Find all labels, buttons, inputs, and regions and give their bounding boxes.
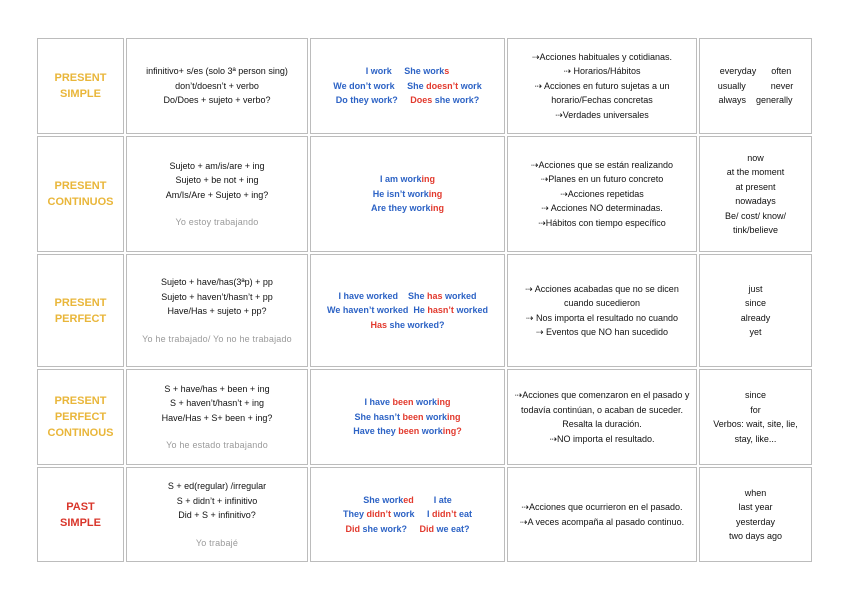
usage-line: ⇢ Acciones en futuro sujetas a un horario/Fechas concretas: [534, 80, 670, 106]
marker-line: yet: [749, 327, 762, 337]
example-line: [327, 303, 488, 318]
example-segment: [398, 95, 411, 105]
example-line: [354, 410, 460, 425]
example-segment: I work: [365, 66, 392, 77]
tense-cell: [37, 136, 124, 252]
tense-name-line: PRESENT: [54, 180, 107, 192]
tense-name-line: CONTINUOS: [47, 196, 114, 208]
example-line: [371, 201, 444, 216]
example-line: [364, 395, 450, 410]
marker-line: now: [747, 152, 764, 163]
example-segment: [407, 524, 420, 534]
tense-name-line: PERFECT: [54, 411, 107, 423]
example-segment: ing?: [442, 426, 462, 437]
example-segment: [414, 509, 427, 519]
formula-line: Have/Has + S+ been + ing?: [161, 412, 273, 423]
example-cell: [310, 467, 505, 562]
usage-cell: [507, 369, 697, 465]
example-segment: [392, 66, 405, 76]
tense-cell: [37, 467, 124, 562]
usage-line: ⇢ Horarios/Hábitos: [563, 66, 641, 77]
marker-line: just: [748, 283, 763, 294]
example-line: [373, 187, 443, 202]
markers-cell: [699, 254, 812, 367]
example-segment: she work?: [432, 95, 480, 106]
example-segment: I have: [364, 397, 393, 408]
formula-cell: [126, 136, 308, 252]
example-segment: work: [458, 80, 482, 91]
formula-line: Sujeto + haven’t/hasn’t + pp: [161, 291, 273, 302]
tense-cell: [37, 369, 124, 465]
tense-name-line: PRESENT: [54, 72, 107, 84]
usage-line: ⇢Acciones habituales y cotidianas.: [531, 51, 673, 62]
example-segment: He isn’t work: [372, 188, 429, 199]
example-segment: I ate: [433, 494, 452, 505]
usage-cell: [507, 254, 697, 367]
example-segment: Did: [419, 523, 434, 534]
formula-line: S + didn’t + infinitivo: [176, 495, 258, 506]
example-segment: They: [342, 509, 367, 520]
tense-cell: [37, 38, 124, 134]
example-segment: I am work: [379, 174, 422, 185]
marker-line: yesterday: [735, 516, 776, 527]
formula-line: infinitivo+ s/es (solo 3ª person sing): [146, 66, 288, 77]
example-segment: We don’t work: [333, 80, 395, 91]
translation-text: Yo he trabajado/ Yo no he trabajado: [142, 333, 292, 344]
marker-line: always generally: [718, 95, 793, 106]
marker-line: two days ago: [728, 531, 783, 541]
tense-name-line: PRESENT: [54, 296, 107, 309]
tense-name-line: CONTINOUS: [47, 427, 114, 439]
example-segment: Have they: [353, 426, 399, 437]
marker-line: since: [744, 390, 766, 400]
marker-line: Be/ cost/ know/: [724, 210, 787, 221]
usage-line: ⇢ Nos importa el resultado no cuando: [525, 312, 679, 323]
formula-line: Did + S + infinitivo?: [178, 510, 256, 520]
example-segment: Does: [410, 95, 433, 106]
usage-cell: [507, 467, 697, 562]
example-segment: Did: [345, 523, 360, 534]
usage-line: ⇢Acciones repetidas: [560, 188, 644, 199]
formula-cell: [126, 467, 308, 562]
formula-line: Sujeto + be not + ing: [175, 175, 259, 185]
usage-line: ⇢Verdades universales: [555, 109, 649, 120]
example-segment: I have worked: [338, 290, 398, 301]
formula-line: Have/Has + sujeto + pp?: [167, 306, 267, 316]
marker-line: everyday often: [719, 66, 792, 77]
example-segment: been: [398, 426, 420, 437]
example-segment: She: [408, 290, 428, 301]
example-line: [343, 507, 472, 522]
tense-name-line: PRESENT: [54, 395, 107, 407]
usage-line: ⇢Hábitos con tiempo específico: [538, 217, 666, 228]
usage-line: ⇢ Eventos que NO han sucedido: [535, 327, 669, 337]
example-segment: s: [444, 66, 450, 77]
formula-cell: [126, 254, 308, 367]
example-segment: [414, 495, 434, 505]
example-segment: We haven’t worked: [327, 305, 409, 316]
example-segment: work: [390, 509, 415, 520]
example-segment: ing: [421, 174, 435, 185]
example-cell: [310, 136, 505, 252]
translation-text: Yo trabajé: [195, 537, 239, 548]
example-line: [345, 522, 469, 537]
example-cell: [310, 254, 505, 367]
marker-line: when: [744, 487, 767, 498]
example-segment: Are they work: [370, 203, 431, 214]
usage-cell: [507, 38, 697, 134]
example-segment: I: [427, 509, 433, 520]
formula-line: Sujeto + am/is/are + ing: [169, 160, 265, 171]
formula-line: Am/Is/Are + Sujeto + ing?: [165, 189, 269, 200]
example-segment: work: [423, 411, 448, 422]
tense-name-line: PAST: [66, 500, 95, 513]
example-segment: she work?: [359, 523, 407, 534]
usage-line: ⇢Acciones que se están realizando: [530, 159, 674, 170]
marker-line: Verbos: wait, site, lie,: [713, 419, 798, 429]
marker-line: at the moment: [726, 167, 785, 177]
example-segment: worked: [453, 305, 488, 316]
example-segment: worked: [442, 290, 477, 301]
example-segment: Has: [370, 319, 387, 330]
marker-line: usually never: [717, 80, 794, 91]
markers-cell: [699, 38, 812, 134]
example-segment: we eat?: [434, 523, 470, 534]
tense-cell: [37, 254, 124, 367]
example-segment: ed: [403, 494, 414, 505]
marker-line: at present: [735, 181, 776, 192]
usage-line: ⇢ Acciones NO determinadas.: [541, 203, 663, 214]
usage-line: ⇢A veces acompaña al pasado continuo.: [519, 516, 685, 527]
formula-line: don’t/doesn’t + verbo: [175, 80, 259, 91]
example-segment: Do they work?: [335, 95, 398, 106]
example-segment: been: [392, 397, 414, 408]
usage-line: ⇢NO importa el resultado.: [549, 433, 655, 444]
example-segment: she worked?: [387, 319, 445, 330]
formula-line: Sujeto + have/has(3ªp) + pp: [161, 277, 273, 287]
example-segment: doesn’t: [426, 80, 459, 91]
usage-line: ⇢ Acciones acabadas que no se dicen cuando sucedieron: [525, 283, 679, 308]
example-segment: [398, 291, 408, 301]
markers-cell: [699, 467, 812, 562]
example-cell: [310, 38, 505, 134]
example-line: [336, 93, 480, 108]
example-line: [338, 289, 476, 304]
formula-line: S + haven’t/hasn’t + ing: [169, 398, 265, 408]
marker-line: since: [744, 298, 766, 308]
usage-line: ⇢Acciones que ocurrieron en el pasado.: [521, 502, 683, 512]
example-line: [363, 493, 452, 508]
example-segment: He: [413, 305, 428, 316]
formula-cell: [126, 369, 308, 465]
example-cell: [310, 369, 505, 465]
markers-cell: [699, 136, 812, 252]
formula-line: Do/Does + sujeto + verbo?: [163, 95, 271, 106]
example-line: [333, 79, 481, 94]
markers-cell: [699, 369, 812, 465]
example-segment: didn’t: [432, 509, 457, 520]
formula-line: S + have/has + been + ing: [164, 383, 270, 394]
example-segment: work: [419, 426, 443, 437]
usage-line: ⇢Acciones que comenzaron en el pasado y todavía continúan, o acaban de suceder. Resalta la duración.: [514, 390, 690, 429]
example-segment: eat: [456, 509, 473, 520]
example-segment: didn’t: [366, 509, 391, 520]
translation-text: Yo estoy trabajando: [175, 217, 259, 227]
example-line: [366, 64, 450, 79]
tenses-table: [37, 38, 812, 554]
tense-name-line: SIMPLE: [60, 88, 101, 100]
marker-line: already: [740, 312, 771, 323]
marker-line: nowadays: [735, 196, 776, 206]
example-segment: She hasn’t: [354, 411, 403, 422]
example-line: [370, 318, 444, 333]
marker-line: tink/believe: [732, 225, 779, 235]
example-line: [353, 424, 462, 439]
example-segment: ing: [430, 203, 445, 214]
formula-line: S + ed(regular) /irregular: [167, 481, 267, 491]
example-segment: She work: [363, 494, 404, 505]
example-segment: ing: [428, 188, 443, 199]
translation-text: Yo he estado trabajando: [166, 440, 268, 450]
tense-name-line: SIMPLE: [60, 516, 101, 529]
usage-cell: [507, 136, 697, 252]
example-segment: hasn’t: [427, 305, 454, 316]
marker-line: for: [750, 404, 761, 415]
formula-cell: [126, 38, 308, 134]
marker-line: stay, like...: [734, 433, 777, 444]
example-segment: has: [427, 290, 443, 301]
tense-name-line: PERFECT: [54, 312, 107, 325]
example-line: [380, 172, 435, 187]
example-segment: work: [413, 397, 438, 408]
usage-line: ⇢Planes en un futuro concreto: [540, 174, 664, 185]
example-segment: [395, 81, 408, 91]
example-segment: She work: [404, 66, 445, 77]
marker-line: last year: [738, 502, 773, 512]
example-segment: ing: [437, 397, 451, 408]
example-segment: She: [407, 80, 427, 91]
example-segment: been: [402, 411, 424, 422]
example-segment: ing: [447, 411, 461, 422]
